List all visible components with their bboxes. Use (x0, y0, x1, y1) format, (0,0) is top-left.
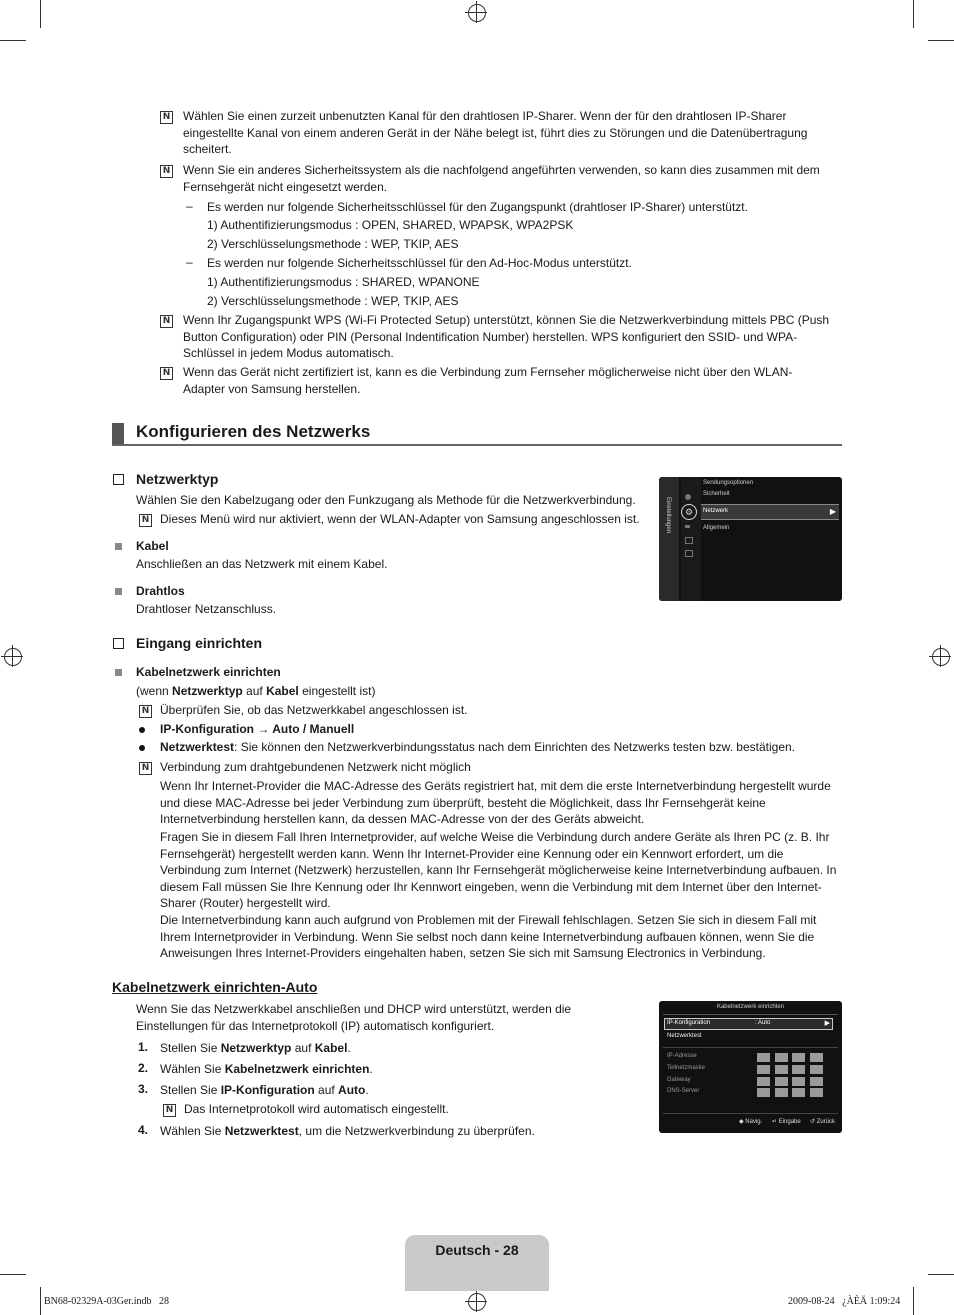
option-title: Drahtlos (136, 584, 185, 598)
tv-menu-screenshot (659, 477, 842, 601)
dash-item-line: 2) Verschlüsselungsmethode : WEP, TKIP, AES (207, 294, 459, 308)
tv-menu-item[interactable]: Sicherheit (703, 491, 730, 497)
section-title: Konfigurieren des Netzwerks (136, 422, 371, 441)
dash-item-line: 1) Authentifizierungsmodus : SHARED, WPANONE (207, 275, 480, 289)
ip-octet (757, 1053, 770, 1062)
note-text: Wenn Sie ein anderes Sicherheitssystem als die nachfolgend angeführten verwenden, so kann dies zusammen mit dem Fernsehgerät nicht eingesetzt werden. (183, 163, 820, 194)
step-text: Stellen Sie IP-Konfiguration auf Auto. (160, 1083, 369, 1097)
netzwerktest-row[interactable]: Netzwerktest (667, 1033, 702, 1039)
subsection-title: Eingang einrichten (136, 635, 263, 651)
ip-octet (810, 1077, 823, 1086)
ip-config-label: IP-Konfiguration (667, 1020, 711, 1026)
note-icon: N (160, 315, 173, 328)
field-label: DNS-Server (667, 1088, 700, 1094)
square-bullet-icon (115, 588, 122, 595)
file-info: BN68-02329A-03Ger.indb 28 (44, 1296, 169, 1307)
ip-octet (757, 1088, 770, 1097)
ip-config-row[interactable] (664, 1018, 833, 1030)
note-text: Verbindung zum drahtgebundenen Netzwerk nicht möglich (160, 760, 471, 774)
paragraph: Die Internetverbindung kann auch aufgrund von Problemen mit der Firewall fehlschlagen. Setzen Sie sich in diesem Fall mit Ihrem Internetprovider in Verbindung. Wenn Sie selbst noch dann keine Internetverbindung aufbauen können, wenn Sie die Anweisungen Ihres Internet-Providers eingehalten haben, setzen Sie sich mit Samsung Electronics in Verbindung. (160, 913, 817, 960)
crop-mark (913, 0, 914, 28)
enter-hint: ↵ Eingabe (772, 1119, 801, 1125)
crop-mark (40, 1287, 41, 1315)
subsection-title: Netzwerktyp (136, 471, 219, 487)
registration-mark-icon (4, 648, 22, 666)
ip-octet (810, 1088, 823, 1097)
paragraph: Fragen Sie in diesem Fall Ihren Internetprovider, auf welche Weise die Verbindung durch andere Geräte als Ihren PC (z. B. Ihr Fernsehgerät) hergestellt werden kann. Wenn Ihr Internet-Provider eine Kennung oder ein Kennwort erfordert, um die Verbindung zum Internet (Netzwerk) herzustellen, kann Ihr Fernsehgerät möglicherweise keine Internetverbindung aufbauen. In diesem Fall müssen Sie Ihre Kennung oder Ihr Kennwort eingeben, wenn die Verbindung mit dem Internet über den Internet-Sharer (Router) hergestellt wird. (160, 830, 837, 910)
bullet-dot (139, 727, 145, 733)
tv-side-label: Einstellungen (665, 497, 671, 534)
note-text: Wenn Ihr Zugangspunkt WPS (Wi-Fi Protected Setup) unterstützt, können Sie die Netzwerkverbindung mittels PBC (Push Button Configuration) oder PIN (Personal Indentification Number) herstellen. WPS konfiguriert den SSID- und WPA-Schlüssel in jedem Modus automatisch. (183, 313, 830, 360)
tv-divider (663, 1047, 838, 1048)
ip-octet (775, 1077, 788, 1086)
crop-mark (0, 40, 26, 41)
step-number: 4. (138, 1123, 149, 1137)
tv-menu-item[interactable]: Sendungsoptionen (703, 480, 754, 486)
tv-divider (663, 1014, 838, 1015)
step-number: 2. (138, 1061, 149, 1075)
tv-cable-title: Kabelnetzwerk einrichten (716, 1004, 785, 1010)
netzwerktyp-desc: Wählen Sie den Kabelzugang oder den Funkzugang als Methode für die Netzwerkverbindung. (136, 493, 636, 507)
note-text: Dieses Menü wird nur aktiviert, wenn der WLAN-Adapter von Samsung angeschlossen ist. (160, 512, 640, 526)
option-desc: Anschließen an das Netzwerk mit einem Kabel. (136, 557, 388, 571)
paragraph: Wenn Ihr Internet-Provider die MAC-Adresse des Geräts registriert hat, mit dem die erste Internetverbindung hergestellt wurde und diese MAC-Adresse bei jeder Verbindung zum überprüft, besteht die Möglichkeit, dass Ihr Fernsehgerät keine Internetverbindung herstellen kann, da dessen MAC-Adresse von der des Geräts abweicht. (160, 779, 831, 826)
heading-rule (112, 444, 842, 446)
field-label: IP-Adresse (667, 1053, 697, 1059)
crop-mark (40, 0, 41, 28)
step-text: Wählen Sie Netzwerktest, um die Netzwerkverbindung zu überprüfen. (160, 1124, 535, 1138)
subsection-title: Kabelnetzwerk einrichten-Auto (112, 979, 318, 995)
ip-octet (757, 1065, 770, 1074)
return-icon: ↺ (810, 1119, 816, 1125)
crop-mark (913, 1287, 914, 1315)
bullet-dot (139, 745, 145, 751)
note-text: Wenn das Gerät nicht zertifiziert ist, kann es die Verbindung zum Fernseher möglicherweise nicht über den WLAN-Adapter von Samsung herstellen. (183, 365, 793, 396)
note-text: Wählen Sie einen zurzeit unbenutzten Kanal für den drahtlosen IP-Sharer. Wenn der für den drahtlosen IP-Sharer eingestellte Kanal von einem anderen Gerät in der Nähe belegt ist, führt dies zu Störungen und die Datenübertragung scheitert. (183, 109, 808, 156)
note-text: Das Internetprotokoll wird automatisch eingestellt. (184, 1102, 449, 1116)
dash-bullet: – (186, 255, 193, 269)
step-number: 1. (138, 1040, 149, 1054)
page-number: Deutsch - 28 (435, 1242, 519, 1258)
step-text: Wählen Sie Kabelnetzwerk einrichten. (160, 1062, 373, 1076)
tv-menu-item-selected[interactable] (701, 504, 839, 520)
tv-cable-screenshot (659, 1001, 842, 1133)
option-desc: Drahtloser Netzanschluss. (136, 602, 277, 616)
ip-config-value: : Auto (755, 1020, 771, 1026)
ip-octet (757, 1077, 770, 1086)
note-icon: N (139, 514, 152, 527)
nav-hint: ◆ Navig. (739, 1119, 763, 1125)
tv-menu-icon (685, 537, 693, 544)
condition-text: (wenn Netzwerktyp auf Kabel eingestellt ist) (136, 684, 376, 698)
tv-menu-item-label: Netzwerk (703, 508, 729, 514)
step-text: Stellen Sie Netzwerktyp auf Kabel. (160, 1041, 351, 1055)
option-title: Kabel (136, 539, 169, 553)
dash-item-text: Es werden nur folgende Sicherheitsschlüssel für den Ad-Hoc-Modus unterstützt. (207, 256, 632, 270)
gear-icon: ⚙ (681, 504, 697, 520)
ip-octet (810, 1065, 823, 1074)
tv-menu-item[interactable]: Allgemein (703, 525, 730, 531)
option-title: Kabelnetzwerk einrichten (136, 665, 281, 679)
ip-octet (792, 1053, 805, 1062)
auto-intro: Wenn Sie das Netzwerkkabel anschließen und DHCP wird unterstützt, werden die Einstellungen für das Internetprotokoll (IP) automatisch konfiguriert. (136, 1002, 572, 1033)
registration-mark-icon (468, 1293, 486, 1311)
enter-icon: ↵ (772, 1119, 778, 1125)
registration-mark-icon (932, 648, 950, 666)
bullet-text: Netzwerktest: Sie können den Netzwerkverbindungsstatus nach dem Einrichten des Netzwerks testen bzw. bestätigen. (160, 740, 796, 754)
dash-item-line: 1) Authentifizierungsmodus : OPEN, SHARED, WPAPSK, WPA2PSK (207, 218, 574, 232)
note-icon: N (160, 165, 173, 178)
bullet-text: IP-Konfiguration → Auto / Manuell (160, 722, 355, 736)
ip-octet (810, 1053, 823, 1062)
ip-octet (775, 1053, 788, 1062)
tv-divider (663, 1113, 838, 1114)
ip-octet (775, 1088, 788, 1097)
tv-menu-icon (685, 525, 690, 528)
checkbox-bullet-icon (113, 638, 124, 649)
arrow-right-icon: ▶ (829, 507, 836, 516)
registration-mark-icon (468, 4, 486, 22)
tv-menu-icon (685, 550, 693, 557)
note-icon: N (163, 1104, 176, 1117)
crop-mark (928, 1274, 954, 1275)
note-text: Überprüfen Sie, ob das Netzwerkkabel angeschlossen ist. (160, 703, 468, 717)
dash-item-text: Es werden nur folgende Sicherheitsschlüssel für den Zugangspunkt (drahtloser IP-Sharer) unterstützt. (207, 200, 748, 214)
arrow-right-icon: ▶ (824, 1020, 830, 1027)
page-number-tab (405, 1235, 549, 1291)
field-label: Gateway (667, 1077, 691, 1083)
checkbox-bullet-icon (113, 474, 124, 485)
dash-bullet: – (186, 199, 193, 213)
dash-item-line: 2) Verschlüsselungsmethode : WEP, TKIP, AES (207, 237, 459, 251)
square-bullet-icon (115, 543, 122, 550)
field-label: Teilnetzmaske (667, 1065, 706, 1071)
ip-octet (792, 1088, 805, 1097)
note-icon: N (160, 367, 173, 380)
back-hint: ↺ Zurück (810, 1119, 836, 1125)
tv-menu-icon (685, 494, 691, 500)
note-icon: N (139, 705, 152, 718)
note-icon: N (160, 111, 173, 124)
print-date: 2009-08-24 ¿ÀÈÄ 1:09:24 (788, 1296, 901, 1307)
nav-arrows-icon: ◆ (739, 1119, 744, 1125)
crop-mark (0, 1274, 26, 1275)
ip-octet (792, 1077, 805, 1086)
step-number: 3. (138, 1082, 149, 1096)
crop-mark (928, 40, 954, 41)
ip-octet (775, 1065, 788, 1074)
ip-octet (792, 1065, 805, 1074)
heading-bar (112, 423, 124, 444)
square-bullet-icon (115, 669, 122, 676)
note-icon: N (139, 762, 152, 775)
